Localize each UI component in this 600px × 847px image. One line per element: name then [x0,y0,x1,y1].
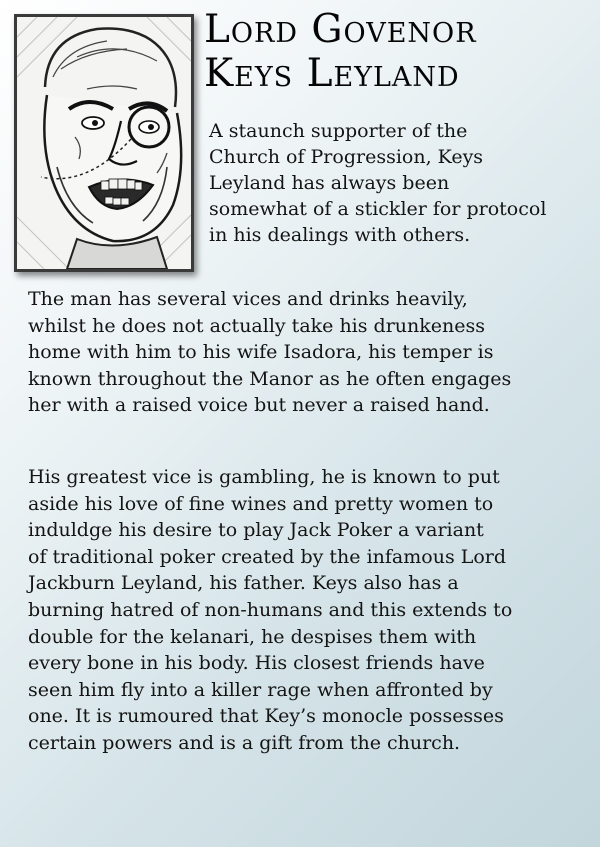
text-line: burning hatred of non-humans and this extends to [28,598,513,621]
text-line: one. It is rumoured that Key’s monocle possesses [28,705,504,728]
text-line: aside his love of fine wines and pretty women to [28,492,494,515]
text-line: in his dealings with others. [209,224,471,246]
text-line: His greatest vice is gambling, he is known to put [28,466,500,488]
text-line: somewhat of a stickler for protocol [209,198,547,220]
body-paragraph-vices [28,286,594,419]
text-line: Jackburn Leyland, his father. Keys also has a [28,572,459,595]
body-paragraph-gambling [28,464,594,757]
text-line: induldge his desire to play Jack Poker a variant [28,519,484,542]
title-line: Lord Govenor [204,7,477,52]
text-line: seen him fly into a killer rage when affronted by [28,678,493,701]
text-line: of traditional poker created by the infamous Lord [28,545,507,568]
intro-paragraph [209,118,594,248]
text-line: her with a raised voice but never a raised hand. [28,394,490,417]
text-line: Church of Progression, Keys [209,146,484,168]
nobleman-portrait-icon [17,17,191,269]
title-line: Keys Leyland [204,51,460,96]
text-line: Leyland has always been [209,172,450,194]
text-line: every bone in his body. His closest friends have [28,652,485,675]
text-line: The man has several vices and drinks heavily, [28,288,468,310]
text-line: certain powers and is a gift from the church. [28,731,461,754]
text-line: double for the kelanari, he despises them with [28,625,477,648]
text-line: whilst he does not actually take his drunkeness [28,314,486,337]
text-line: known throughout the Manor as he often engages [28,367,512,390]
text-line: home with him to his wife Isadora, his temper is [28,341,494,364]
text-line: A staunch supporter of the [209,120,468,142]
character-portrait [14,14,194,272]
page-title [204,8,594,96]
